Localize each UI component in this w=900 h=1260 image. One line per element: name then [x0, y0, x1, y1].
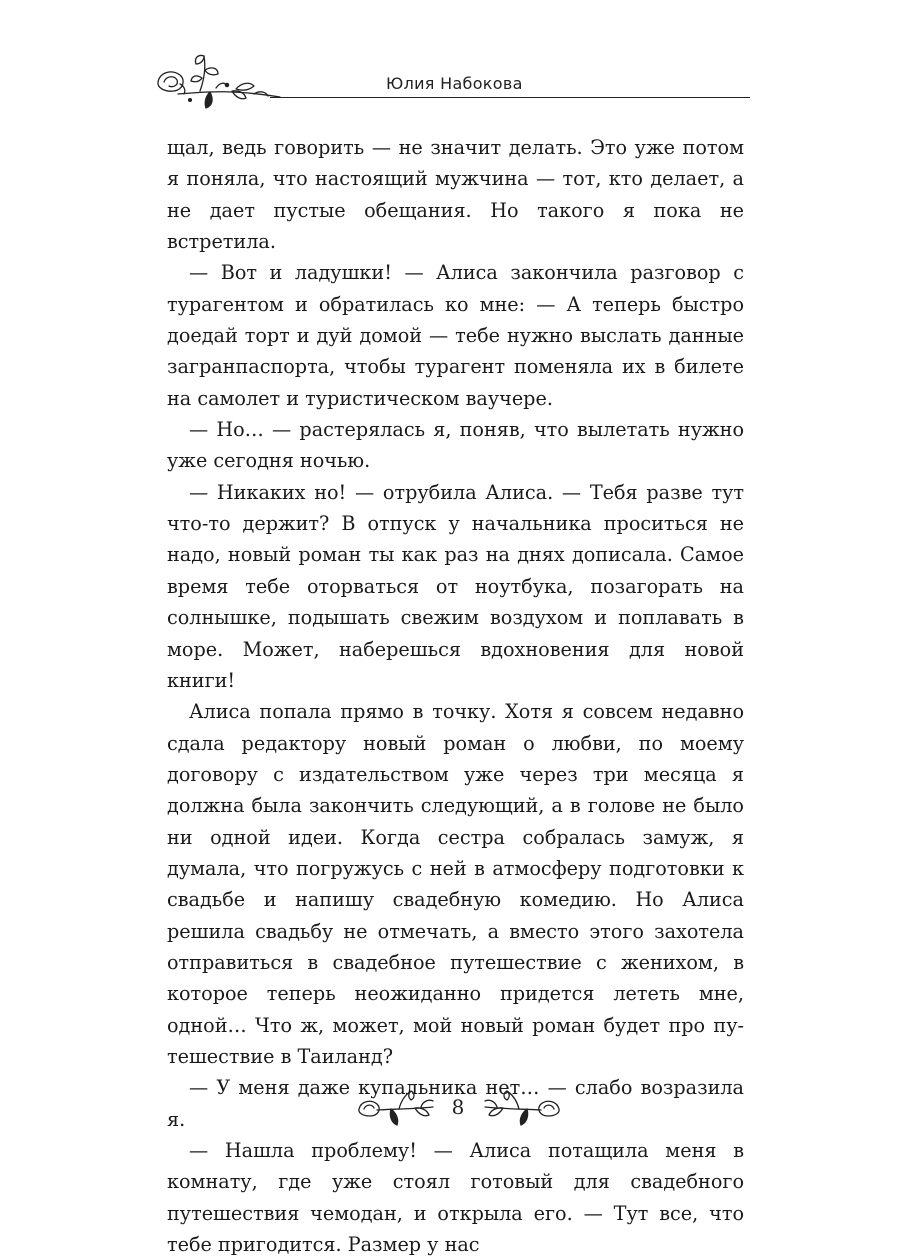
page-footer — [0, 1085, 900, 1135]
paragraph: Алиса попала прямо в точку. Хотя я совсем недавно сдала редактору новый роман о любви, по моему договору с издательством уже через три месяца я должна была закончить следующий, а в голове не было ни одной идеи. Когда сестра собралась замуж, я думала, что погружусь с ней в атмосферу подготовки к свадьбе и напишу свадебную комедию. Но Алиса решила свадьбу не отмечать, а вместо этого захотела отправиться в свадебное путешествие с женихом, в которое теперь неожиданно придется лететь мне, одной… Что ж, может, мой новый роман будет про путешествие в Таиланд? — [167, 700, 744, 1068]
page-number: 8 — [451, 1095, 465, 1119]
paragraph: — Вот и ладушки! — Алиса закончила разговор с турагентом и обратилась ко мне: — А теперь быстро доедай торт и дуй домой — тебе нужно выслать данные загранпаспорта, чтобы турагент поменяла их в билете на самолет и туристическом ваучере. — [167, 261, 744, 410]
paragraph: — Никаких но! — отрубила Алиса. — Тебя разве тут что-то держит? В отпуск у начальника проситься не надо, новый роман ты как раз на днях дописала. Самое время тебе оторваться от ноутбука, позагорать на солнышке, подышать свежим воздухом и поплавать в море. Может, наберешься вдохновения для новой книги! — [167, 480, 744, 692]
paragraph: — Но… — растерялась я, поняв, что вылетать нужно уже сегодня ночью. — [167, 418, 744, 473]
paragraph: — Нашла проблему! — Алиса потащила меня в комнату, где уже стоял готовый для свадебного путешествия чемодан, и открыла его. — Тут все, что тебе пригодится. Размер у нас — [167, 1139, 744, 1257]
floral-branch-icon — [355, 1085, 437, 1131]
floral-branch-icon — [150, 42, 290, 112]
running-header-author: Юлия Набокова — [386, 74, 523, 93]
floral-branch-icon — [481, 1085, 563, 1131]
running-header — [150, 42, 750, 112]
paragraph: — У меня даже купальника нет… — слабо возразила я. — [167, 1076, 744, 1131]
header-rule — [270, 97, 750, 98]
paragraph: щал, ведь говорить — не значит делать. Это уже потом я поняла, что настоящий мужчина — тот, кто делает, а не дает пустые обещания. Но такого я пока не встретила. — [167, 136, 744, 254]
